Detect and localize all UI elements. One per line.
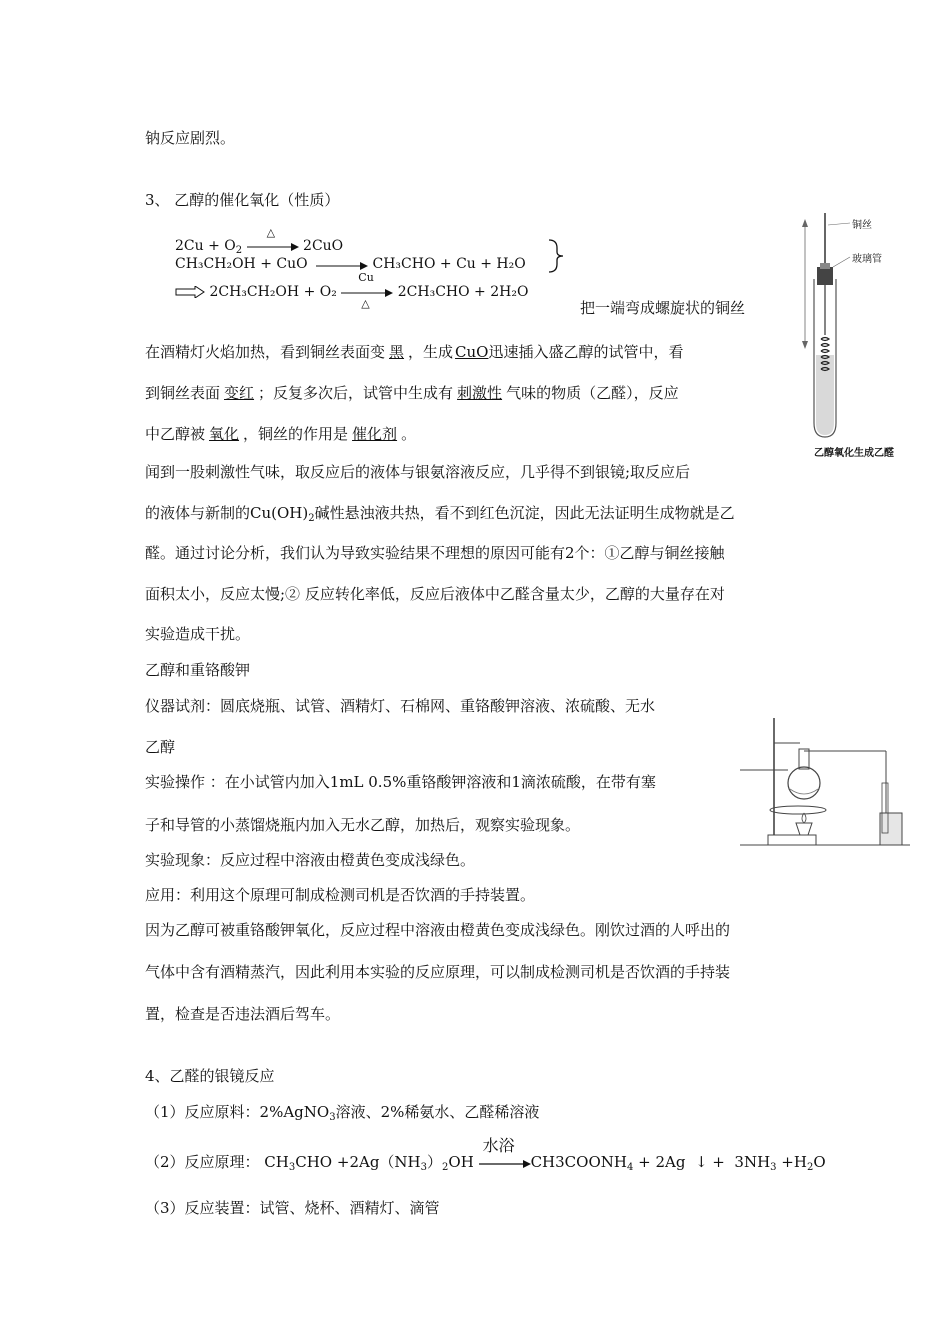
text: ；反复多次后，试管中生成有 xyxy=(258,384,454,402)
distillation-apparatus-figure xyxy=(738,713,913,853)
paragraph-line: 置，检查是否违法酒后驾车。 xyxy=(145,1005,341,1023)
subscript: 4 xyxy=(626,1162,634,1173)
equation-1 xyxy=(175,226,344,256)
equation-2 xyxy=(175,256,526,272)
dichromate-title: 乙醇和重铬酸钾 xyxy=(145,661,251,679)
water-bath-arrow xyxy=(479,1136,531,1170)
section-3-heading: 3、 乙醇的催化氧化（性质） xyxy=(145,191,340,209)
figure-caption: 乙醇氧化生成乙醛 xyxy=(814,448,894,459)
paragraph-line: 实验造成干扰。 xyxy=(145,625,251,643)
subscript: 3 xyxy=(770,1162,777,1173)
eq2-left: CH₃CH₂OH + CuO xyxy=(175,256,308,272)
subscript: 3 xyxy=(420,1162,428,1173)
subscript: 3 xyxy=(329,1112,336,1123)
paragraph-end: 钠反应剧烈。 xyxy=(145,129,236,147)
blank-cuo: CuO xyxy=(455,343,489,361)
text: +H xyxy=(776,1153,807,1171)
subscript: 2 xyxy=(442,1162,449,1173)
text: （1）反应原料：2%AgNO xyxy=(145,1103,330,1121)
line-c xyxy=(145,383,679,403)
line-b xyxy=(145,342,684,362)
operation-line-1: 实验操作 ：在小试管内加入1mL 0.5%重铬酸钾溶液和1滴浓硫酸，在带有塞 xyxy=(145,773,656,791)
implies-arrow-icon xyxy=(175,286,205,298)
eq3-condition-bottom: △ xyxy=(361,297,370,310)
equation-3 xyxy=(175,271,529,310)
phenomenon-line: 实验现象：反应过程中溶液由橙黄色变成浅绿色。 xyxy=(145,851,476,869)
eq3-condition-top: Cu xyxy=(358,271,374,284)
eq1-right: 2CuO xyxy=(303,238,344,254)
eq2-arrow-icon xyxy=(312,261,368,271)
text: O xyxy=(813,1153,826,1171)
eq1-condition: △ xyxy=(266,226,276,239)
blank-oxidized: 氧化 xyxy=(209,425,240,443)
paragraph-line xyxy=(145,503,735,529)
text: 到铜丝表面 xyxy=(145,384,221,402)
text: 在酒精灯火焰加热，看到铜丝表面变 xyxy=(145,343,386,361)
line-d xyxy=(145,424,416,444)
text: ，铜丝的作用是 xyxy=(243,425,349,443)
blank-pungent: 刺激性 xyxy=(457,384,503,402)
eq3-right: 2CH₃CHO + 2H₂O xyxy=(397,284,529,300)
eq1-left: 2Cu + O xyxy=(175,238,236,254)
operation-line-2: 子和导管的小蒸馏烧瓶内加入无水乙醇，加热后，观察实验现象。 xyxy=(145,816,581,834)
paragraph-line: 气体中含有酒精蒸汽，因此利用本实验的反应原理，可以制成检测司机是否饮酒的手持装 xyxy=(145,963,731,981)
eq3-arrow xyxy=(341,271,393,310)
subscript: 2 xyxy=(806,1162,814,1173)
eq1-arrow-icon xyxy=(247,242,299,252)
text: 气味的物质（乙醛），反应 xyxy=(506,384,679,402)
label-glass-tube: 玻璃管 xyxy=(852,254,882,265)
paragraph-line: 闻到一股刺激性气味，取反应后的液体与银氨溶液反应，几乎得不到银镜;取反应后 xyxy=(145,463,691,481)
text: CHO +2Ag（NH xyxy=(295,1153,421,1171)
eq3-left: 2CH₃CH₂OH + O₂ xyxy=(209,284,337,300)
text: 碱性悬浊液共热，看不到红色沉淀，因此无法证明生成物就是乙 xyxy=(314,504,735,522)
blank-black: 黑 xyxy=(389,343,405,361)
text: 溶液、2%稀氨水、乙醛稀溶液 xyxy=(335,1103,540,1121)
application-line: 应用：利用这个原理可制成检测司机是否饮酒的手持装置。 xyxy=(145,886,536,904)
label-copper-wire: 铜丝 xyxy=(852,220,872,231)
text: 。 xyxy=(401,425,417,443)
eq2-right: CH₃CHO + Cu + H₂O xyxy=(372,256,526,272)
text: CH3COONH xyxy=(530,1153,627,1171)
reagents-line-1: 仪器试剂：圆底烧瓶、试管、酒精灯、石棉网、重铬酸钾溶液、浓硫酸、无水 xyxy=(145,697,656,715)
eq1-o2-sub: 2 xyxy=(235,245,243,256)
subscript: 2 xyxy=(308,513,315,524)
eq1-arrow xyxy=(247,226,299,253)
line-a: 把一端弯成螺旋状的铜丝 xyxy=(580,299,746,317)
brace-icon xyxy=(545,238,567,274)
text: （2）反应原理： CH xyxy=(145,1153,289,1171)
text: + 2Ag ↓ + 3NH xyxy=(633,1153,771,1171)
water-bath-condition: 水浴 xyxy=(482,1136,515,1155)
paragraph-line: 醛。通过讨论分析，我们认为导致实验结果不理想的原因可能有2个：①乙醇与铜丝接触 xyxy=(145,544,725,562)
text: OH xyxy=(448,1153,474,1171)
copper-wire-test-tube-figure xyxy=(795,205,910,445)
subscript: 3 xyxy=(288,1162,296,1173)
eq2-arrow xyxy=(312,259,368,269)
paragraph-line: 面积太小，反应太慢;② 反应转化率低，反应后液体中乙醛含量太少，乙醇的大量存在对 xyxy=(145,585,725,603)
text: 中乙醇被 xyxy=(145,425,206,443)
sec4-item-1 xyxy=(145,1102,539,1128)
text: ） xyxy=(427,1153,443,1171)
blank-catalyst: 催化剂 xyxy=(352,425,398,443)
sec4-item-3: （3）反应装置：试管、烧杯、酒精灯、滴管 xyxy=(145,1199,440,1217)
blank-turns-red: 变红 xyxy=(224,384,255,402)
arrow-icon xyxy=(479,1159,531,1169)
reagents-line-2: 乙醇 xyxy=(145,738,176,756)
text: 迅速插入盛乙醇的试管中，看 xyxy=(488,343,684,361)
paragraph-line: 因为乙醇可被重铬酸钾氧化，反应过程中溶液由橙黄色变成浅绿色。刚饮过酒的人呼出的 xyxy=(145,921,731,939)
section-4-heading: 4、乙醛的银镜反应 xyxy=(145,1067,275,1085)
text: 的液体与新制的Cu(OH) xyxy=(145,504,309,522)
text: ，生成 xyxy=(408,343,454,361)
sec4-item-2 xyxy=(145,1136,826,1178)
